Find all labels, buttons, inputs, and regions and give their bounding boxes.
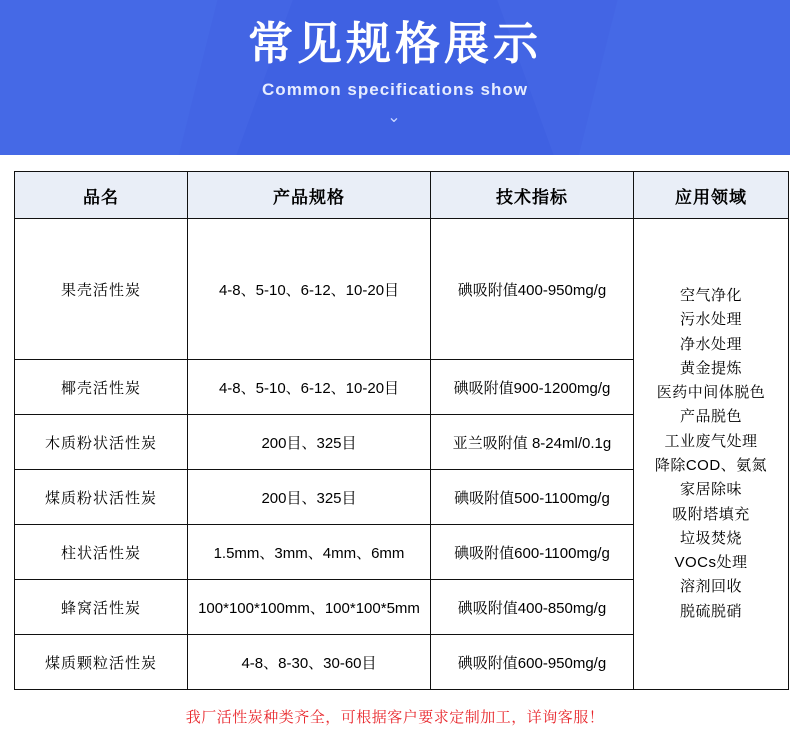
cell-product-spec: 200目、325目 (188, 470, 431, 525)
column-header-tech: 技术指标 (431, 172, 634, 219)
cell-tech-index: 亚兰吸附值 8-24ml/0.1g (431, 415, 634, 470)
table-header (15, 172, 789, 219)
page-title: 常见规格展示 (247, 18, 542, 69)
cell-tech-index: 碘吸附值500-1100mg/g (431, 470, 634, 525)
cell-tech-index: 碘吸附值600-950mg/g (431, 635, 634, 690)
application-item: 工业废气处理 (664, 432, 758, 450)
chevron-down-icon: ⌄ (387, 109, 403, 127)
cell-tech-index: 碘吸附值400-850mg/g (431, 580, 634, 635)
column-header-spec: 产品规格 (188, 172, 431, 219)
cell-product-spec: 1.5mm、3mm、4mm、6mm (188, 525, 431, 580)
banner-content (0, 0, 790, 126)
specifications-table (14, 171, 789, 690)
application-item: 黄金提炼 (679, 359, 742, 377)
application-item: 家居除味 (679, 481, 742, 499)
application-item: 污水处理 (679, 311, 742, 329)
cell-product-spec: 200目、325目 (188, 415, 431, 470)
application-item: 溶剂回收 (679, 578, 742, 596)
application-item: 产品脱色 (679, 408, 742, 426)
cell-product-name: 煤质粉状活性炭 (15, 470, 188, 525)
cell-tech-index: 碘吸附值600-1100mg/g (431, 525, 634, 580)
cell-product-spec: 100*100*100mm、100*100*5mm (188, 580, 431, 635)
table-body (15, 219, 789, 690)
cell-application-list (634, 219, 789, 690)
application-item: 降除COD、氨氮 (654, 457, 768, 474)
spec-table-container (0, 155, 790, 690)
cell-product-spec: 4-8、8-30、30-60目 (188, 635, 431, 690)
cell-product-name: 柱状活性炭 (15, 525, 188, 580)
application-item: 垃圾焚烧 (679, 529, 742, 547)
page-banner (0, 0, 790, 155)
cell-product-name: 木质粉状活性炭 (15, 415, 188, 470)
column-header-name: 品名 (15, 172, 188, 219)
cell-product-name: 果壳活性炭 (15, 219, 188, 360)
column-header-application: 应用领域 (634, 172, 789, 219)
application-item: 吸附塔填充 (672, 505, 750, 523)
cell-tech-index: 碘吸附值900-1200mg/g (431, 360, 634, 415)
application-item: 医药中间体脱色 (656, 384, 766, 402)
table-row (15, 219, 789, 360)
cell-product-name: 煤质颗粒活性炭 (15, 635, 188, 690)
page-subtitle: Common specifications show (262, 80, 528, 100)
cell-product-spec: 4-8、5-10、6-12、10-20目 (188, 360, 431, 415)
footnote-text: 我厂活性炭种类齐全，可根据客户要求定制加工，详询客服！ (185, 709, 605, 726)
application-item: 空气净化 (679, 286, 742, 304)
application-item: 净水处理 (679, 335, 742, 353)
cell-tech-index: 碘吸附值400-950mg/g (431, 219, 634, 360)
cell-product-spec: 4-8、5-10、6-12、10-20目 (188, 219, 431, 360)
cell-product-name: 蜂窝活性炭 (15, 580, 188, 635)
cell-product-name: 椰壳活性炭 (15, 360, 188, 415)
table-header-row (15, 172, 789, 219)
application-item: 脱硫脱硝 (679, 602, 742, 620)
application-item: VOCs处理 (674, 554, 748, 572)
